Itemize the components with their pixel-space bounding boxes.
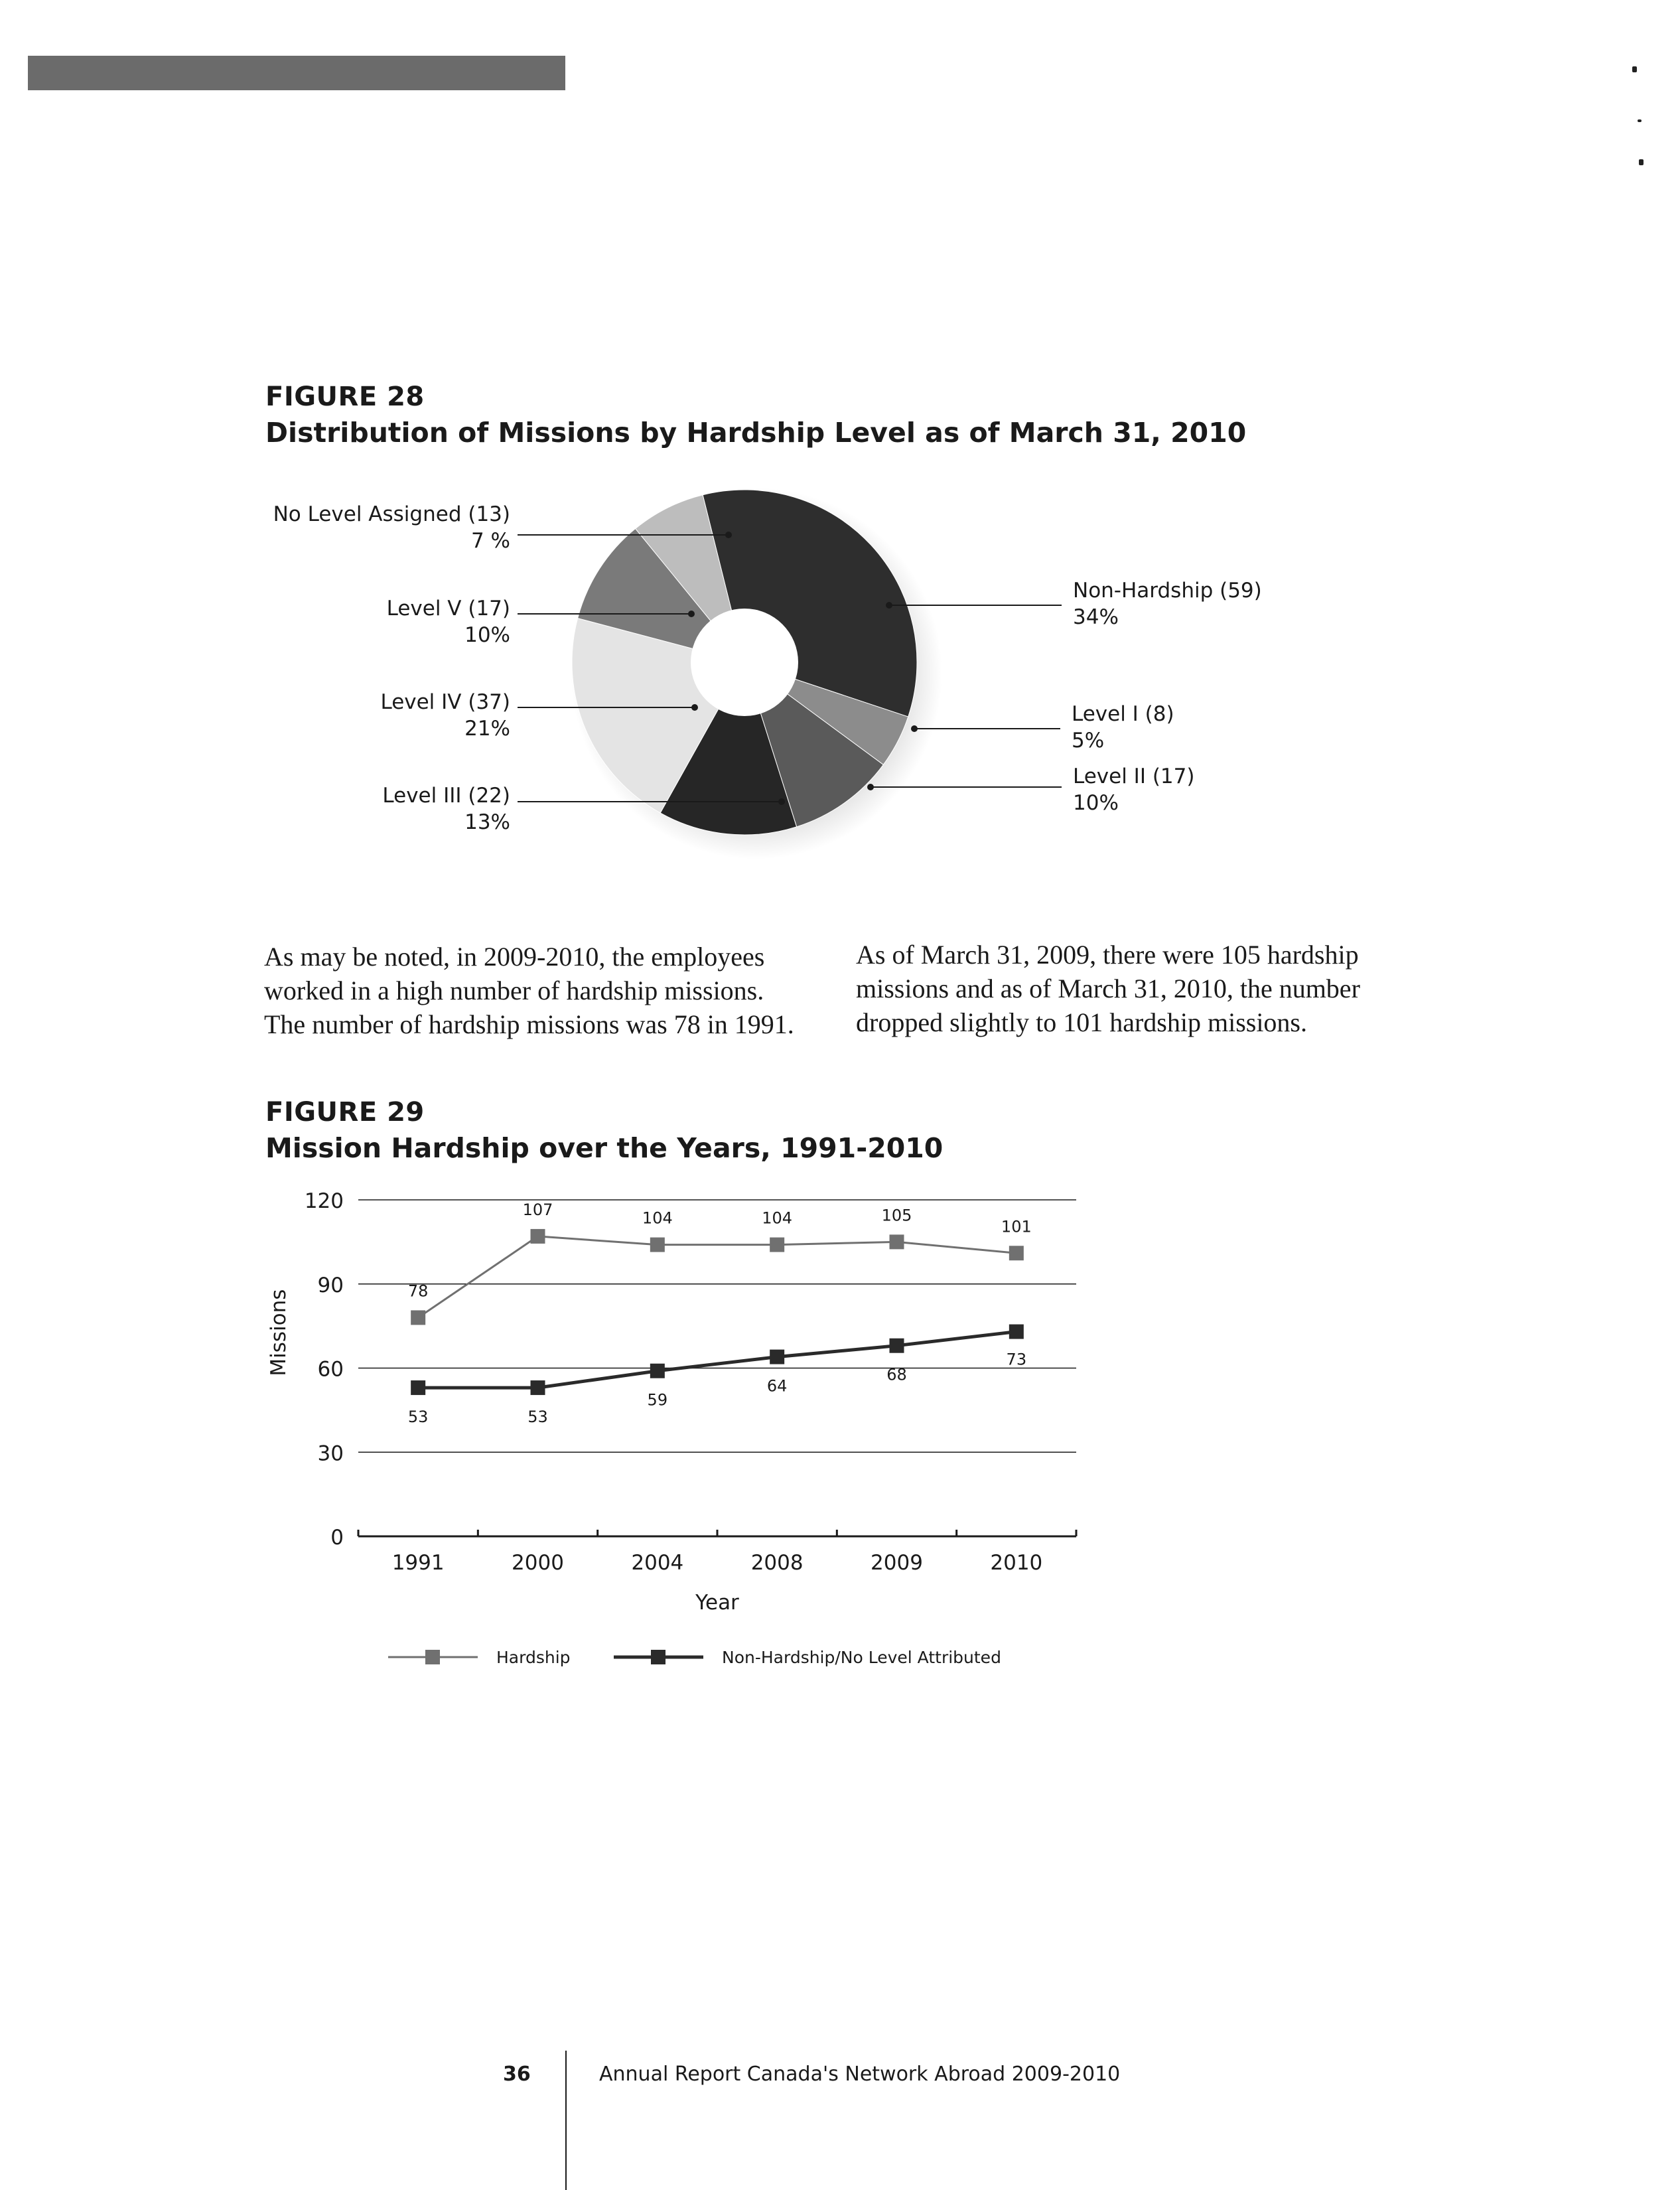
data-point-non-hardship-no-level-attributed [650, 1364, 665, 1378]
line-chart [0, 1181, 1680, 1679]
paragraph-left [264, 940, 794, 1041]
data-point-hardship [650, 1238, 665, 1252]
data-label-hardship: 107 [522, 1200, 553, 1219]
callout-level-iv-name: Level IV (37) [380, 690, 510, 714]
y-tick-label-90: 90 [317, 1273, 344, 1297]
data-label-hardship: 101 [1001, 1217, 1032, 1236]
callout-level-iii [382, 782, 510, 836]
data-label-non-hardship-no-level-attributed: 64 [766, 1376, 788, 1396]
callout-level-iii-name: Level III (22) [382, 784, 510, 808]
leader-dot-non-hardship [886, 602, 892, 609]
callout-no-level-assigned-pct: 7 % [470, 529, 510, 553]
callout-non-hardship-name: Non-Hardship (59) [1073, 579, 1262, 603]
callout-no-level-assigned-name: No Level Assigned (13) [273, 502, 510, 526]
paragraph-left-line: worked in a high number of hardship missions. [264, 976, 764, 1005]
paragraph-right-line: As of March 31, 2009, there were 105 hardship [856, 940, 1359, 970]
paragraph-left-line: The number of hardship missions was 78 in 1991. [264, 1009, 794, 1039]
data-point-hardship [531, 1229, 545, 1244]
legend-marker-hardship [425, 1650, 440, 1664]
data-label-hardship: 104 [642, 1208, 673, 1228]
page-number: 36 [503, 2063, 531, 2086]
x-tick-label-2010: 2010 [990, 1551, 1043, 1575]
leader-dot-level-iii [778, 798, 785, 805]
callout-level-i-name: Level I (8) [1072, 702, 1174, 726]
header-bar [28, 56, 565, 90]
leader-dot-level-v [688, 611, 695, 617]
donut-chart [0, 478, 1680, 889]
paragraph-right-line: missions and as of March 31, 2010, the number [856, 974, 1360, 1003]
x-axis-title: Year [695, 1591, 739, 1615]
figure-29-label: FIGURE 29 [265, 1097, 425, 1128]
leader-dot-level-i [911, 725, 918, 732]
callout-level-v-name: Level V (17) [386, 597, 510, 620]
figure-28-label: FIGURE 28 [265, 382, 425, 412]
figure-29-title: Mission Hardship over the Years, 1991-2010 [265, 1132, 944, 1164]
callout-level-ii-name: Level II (17) [1073, 765, 1195, 788]
footer-divider [565, 2051, 567, 2190]
donut-hole [691, 609, 798, 716]
series-line-hardship [418, 1236, 1016, 1318]
data-point-hardship [890, 1234, 904, 1249]
data-label-non-hardship-no-level-attributed: 68 [886, 1365, 907, 1384]
callout-level-ii [1073, 763, 1194, 816]
scan-speck [1639, 159, 1644, 165]
x-tick-label-1991: 1991 [391, 1551, 445, 1575]
callout-level-iii-pct: 13% [464, 810, 510, 834]
x-tick-label-2009: 2009 [871, 1551, 923, 1575]
data-point-hardship [770, 1238, 784, 1252]
y-tick-label-30: 30 [317, 1441, 344, 1466]
scan-speck [1638, 119, 1642, 122]
footer-title: Annual Report Canada's Network Abroad 2009-2010 [599, 2063, 1121, 2086]
callout-no-level-assigned [273, 501, 510, 554]
scan-speck [1632, 66, 1637, 72]
data-point-hardship [411, 1310, 425, 1325]
y-axis-title: Missions [267, 1289, 291, 1376]
callout-level-iv [380, 689, 510, 742]
data-point-non-hardship-no-level-attributed [890, 1339, 904, 1353]
y-tick-label-120: 120 [304, 1189, 344, 1213]
legend-label-hardship: Hardship [496, 1648, 571, 1667]
legend-marker-non-hardship-no-level-attributed [651, 1650, 665, 1664]
paragraph-left-line: As may be noted, in 2009-2010, the employees [264, 942, 765, 972]
legend-label-non-hardship-no-level-attributed: Non-Hardship/No Level Attributed [722, 1648, 1001, 1667]
callout-non-hardship [1073, 577, 1262, 630]
y-tick-label-0: 0 [330, 1526, 344, 1550]
callout-level-ii-pct: 10% [1073, 791, 1119, 815]
leader-dot-level-iv [691, 704, 698, 711]
data-point-non-hardship-no-level-attributed [1009, 1325, 1024, 1339]
figure-28-title: Distribution of Missions by Hardship Level as of March 31, 2010 [265, 417, 1247, 449]
paragraph-right-line: dropped slightly to 101 hardship missions. [856, 1007, 1307, 1037]
x-tick-label-2008: 2008 [750, 1551, 804, 1575]
data-label-non-hardship-no-level-attributed: 53 [527, 1408, 548, 1427]
x-tick-label-2000: 2000 [512, 1551, 564, 1575]
callout-non-hardship-pct: 34% [1073, 605, 1119, 629]
data-label-non-hardship-no-level-attributed: 73 [1006, 1350, 1027, 1369]
leader-dot-level-ii [867, 784, 874, 790]
series-line-non-hardship-no-level-attributed [418, 1332, 1016, 1388]
y-tick-label-60: 60 [317, 1357, 344, 1382]
data-label-hardship: 78 [407, 1281, 429, 1301]
leader-dot-no-level-assigned [725, 532, 732, 538]
data-point-non-hardship-no-level-attributed [770, 1350, 784, 1364]
callout-level-iv-pct: 21% [464, 717, 510, 741]
callout-level-i-pct: 5% [1072, 729, 1105, 753]
callout-level-v [387, 595, 510, 648]
callout-level-v-pct: 10% [464, 623, 510, 647]
data-point-hardship [1009, 1246, 1024, 1260]
x-tick-label-2004: 2004 [631, 1551, 684, 1575]
data-label-hardship: 104 [762, 1208, 793, 1228]
data-label-hardship: 105 [881, 1206, 912, 1225]
data-label-non-hardship-no-level-attributed: 53 [407, 1408, 429, 1427]
data-label-non-hardship-no-level-attributed: 59 [647, 1390, 668, 1410]
data-point-non-hardship-no-level-attributed [411, 1380, 425, 1395]
data-point-non-hardship-no-level-attributed [531, 1380, 545, 1395]
callout-level-i [1072, 701, 1174, 754]
paragraph-right [856, 938, 1360, 1039]
